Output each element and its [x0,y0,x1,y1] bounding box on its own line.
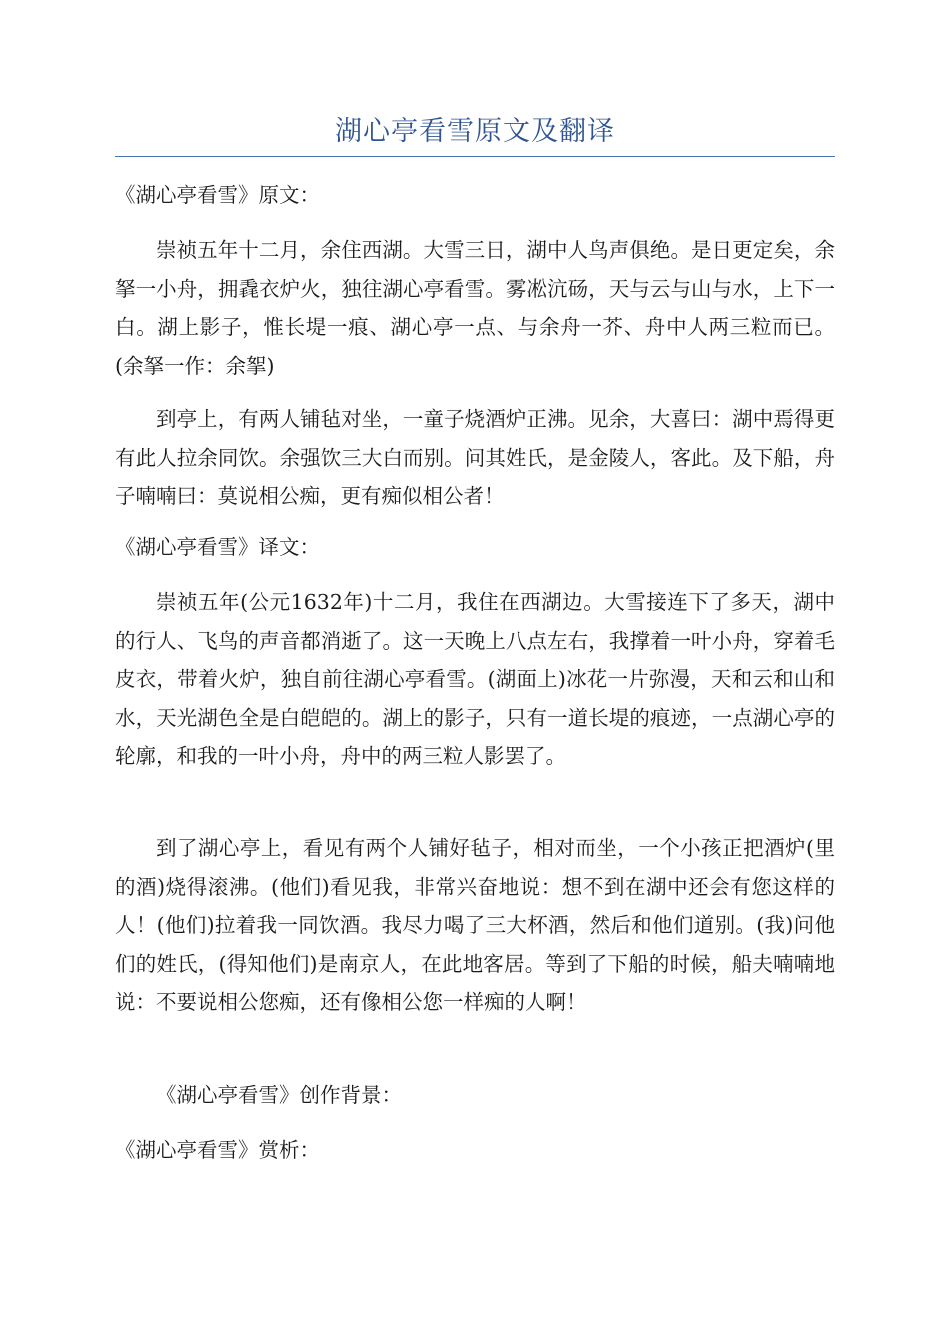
original-heading: 《湖心亭看雪》原文： [115,183,320,207]
original-paragraph-1: 崇祯五年十二月，余住西湖。大雪三日，湖中人鸟声俱绝。是日更定矣，余拏一小舟，拥毳衣炉火，独往湖心亭看雪。雾凇沆砀，天与云与山与水，上下一白。湖上影子，惟长堤一痕、湖心亭一点、与余舟一芥、舟中人两三粒而已。(余拏一作：余挐) [115,238,835,378]
translation-paragraph-1: 崇祯五年(公元1632年)十二月，我住在西湖边。大雪接连下了多天，湖中的行人、飞鸟的声音都消逝了。这一天晚上八点左右，我撑着一叶小舟，穿着毛皮衣，带着火炉，独自前往湖心亭看雪。(湖面上)冰花一片弥漫，天和云和山和水，天光湖色全是白皑皑的。湖上的影子，只有一道长堤的痕迹，一点湖心亭的轮廓，和我的一叶小舟，舟中的两三粒人影罢了。 [115,590,835,768]
translation-paragraph-2: 到了湖心亭上，看见有两个人铺好毡子，相对而坐，一个小孩正把酒炉(里的酒)烧得滚沸。(他们)看见我，非常兴奋地说：想不到在湖中还会有您这样的人！(他们)拉着我一同饮酒。我尽力喝了三大杯酒，然后和他们道别。(我)问他们的姓氏，(得知他们)是南京人，在此地客居。等到了下船的时候，船夫喃喃地说：不要说相公您痴，还有像相公您一样痴的人啊！ [115,836,835,1014]
appreciation-heading: 《湖心亭看雪》赏析： [115,1138,320,1162]
original-paragraph-2: 到亭上，有两人铺毡对坐，一童子烧酒炉正沸。见余，大喜曰：湖中焉得更有此人拉余同饮。余强饮三大白而别。问其姓氏，是金陵人，客此。及下船，舟子喃喃曰：莫说相公痴，更有痴似相公者！ [115,407,835,508]
page-title: 湖心亭看雪原文及翻译 [335,116,615,147]
translation-heading: 《湖心亭看雪》译文： [115,535,320,559]
background-heading: 《湖心亭看雪》创作背景： [156,1083,402,1107]
title-bar [115,108,835,157]
